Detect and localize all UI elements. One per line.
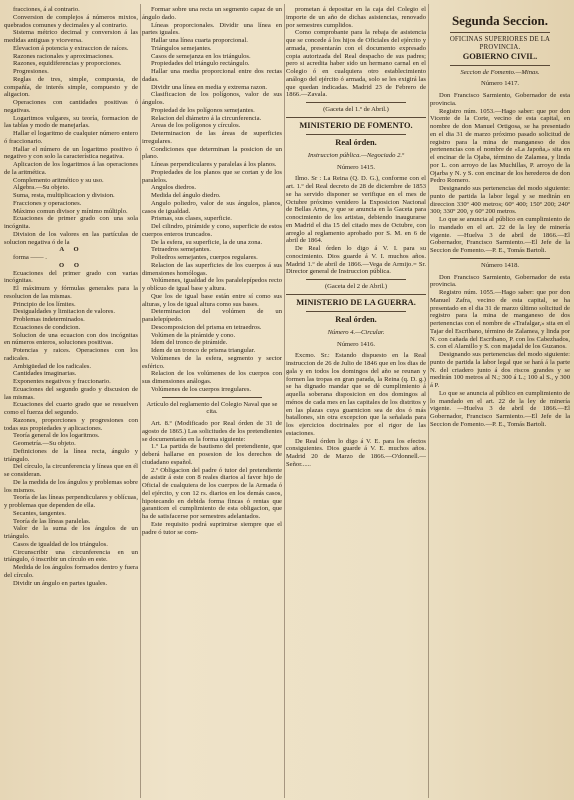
paragraph: Algebra.—Su objeto. [13,184,70,192]
paragraph: Angulo poliedro, valor de sus ángulos, planos, casos de igualdad. [142,199,282,215]
column-rule [428,4,429,798]
paragraph: 2.º Obligacion del padre ó tutor del pretendiente de asistir á este con 8 reales diarios al favor hijo de Oficial de cualquiera de los cuerpos de la Armada ó del ejército, y con 12 rs. diarios en los demás casos, hipotecando en debida forma fincas ó rentas que garanticen el cumplimiento de esta obligacion, que ha de satisfacerse por semestres adelantados. [142,466,282,520]
paragraph: Este requisito podrá suprimirse siempre que el padre ó tutor se com- [142,520,282,536]
section-title: Segunda Seccion. [451,13,549,28]
paragraph: Teoría de las líneas perpendiculares y oblícuas, y problemas que dependen de ella. [4,494,138,509]
paragraph: Operaciones con cantidades positivas ó negativas. [4,99,138,114]
paragraph: Poliedros semejantes, cuerpos regulares. [151,254,258,261]
section-subheading: PROVINCIA. [479,43,521,51]
section-heading: GOBIERNO CIVIL. [462,51,538,61]
paragraph: Volúmenes de la esfera, segmento y sector esférico. [142,354,282,370]
paragraph: Hallar el logaritmo de cualquier número entero ó fraccionario. [4,130,138,145]
paragraph: Casos de semejanza en los triángulos. [151,52,251,60]
paragraph: Ecuaciones del cuarto grado que se resuelven como el fuerza del segundo. [4,401,138,416]
paragraph: Areas de los polígonos y círculos. [151,122,241,130]
paragraph: Reglas de tres, simple, compuesta, de compañía, de interés simple, compuesto y de aligacion. [4,75,138,99]
paragraph: Máximo comun divisor y mínimo múltiplo. [13,207,128,215]
paragraph: Casos de igualdad de los triángulos. [13,540,108,548]
paragraph: Principio de los límites. [13,300,76,308]
paragraph: Fracciones y operaciones. [13,199,82,207]
paragraph: Propiedad de los polígonos semejantes. [151,106,255,114]
paragraph: Aplicacion de los logaritmos á las operaciones de la aritmética. [4,161,138,176]
paragraph: forma —— . [13,254,47,261]
paragraph: Designando sus pertenencias del modo siguiente: punto de partida la labor legal y se medirán en direccion 330º 400 metros; 60º 400; 150º 200; 240º 300; 330º 200, y 60º 200 metros. [430,185,570,216]
paragraph: Potencias y raices. Operaciones con los radicales. [4,347,138,362]
paragraph: Geometría.—Su objeto. [13,440,76,447]
paragraph: Que los de igual base están entre sí como sus alturas, y los de igual altura como sus bases. [142,292,282,308]
section-heading: MINISTERIO DE LA GUERRA. [296,297,416,307]
paragraph: Razones racionales y aproximaciones. [13,52,114,60]
centered-line: (Gaceta del 2 de Abril.) [324,283,388,290]
paragraph: Determinacion de las áreas de superficies irregulares. [142,130,282,145]
paragraph: Medida del ángulo diedro. [151,192,221,199]
centered-line: Artículo del reglamento del Colegio Naval que se cita. [146,400,278,416]
paragraph: Relacion del diámetro á la circunferencia. [151,114,262,122]
paragraph: Ecuaciones de primer grado con una sola incógnita. [4,215,138,230]
centered-line: (Gaceta del 1.º de Abril.) [323,106,389,113]
paragraph: Prismas, sus clases, superficie. [151,215,232,223]
paragraph: Circunscribir una circunferencia en un triángulo, ó inscribir un círculo en este. [4,548,138,564]
paragraph: Elevacion á potencia y extraccion de raíces. [13,44,129,52]
paragraph: Volúmenes, igualdad de los paralelepípedos recto y oblícuo de igual base y altura. [142,277,282,292]
paragraph: Designando sus pertenencias del modo siguiente: punto de partida la labor legal que se hará á la parte N. del criadero junto á dos riscos grandes y se medirán 100 metros al N.; 300 á L.; 100 al S., y 300 á P. [430,351,570,389]
paragraph: Conversion de complejos á números mixtos, quebrados comunes y decimales y al contrario. [4,13,138,29]
paragraph: Suma, resta, multiplicacion y division. [13,192,115,199]
paragraph: Progresiones. [13,68,49,75]
paragraph: Angulos diedros. [151,184,197,192]
paragraph: Division de los valores en las partículas de solucion negativa ó de la [4,230,138,246]
formula-line: A O [59,246,83,254]
paragraph: Formar sobre una recta un segmento capaz de un ángulo dado. [142,6,282,21]
centered-line: Número 1418. [480,261,520,269]
paragraph: Logaritmos vulgares, su teoría, formacion de las tablas y modo de manejarlas. [4,114,138,130]
paragraph: Del cilindro, pirámide y cono, superficie de estos cuerpos enteros truncados. [142,223,282,238]
paragraph: Como comprobante para la rebaja de asistencia que se concede á los hijos de Oficiales del ejército y armada, presentarán con el documento expresado copia autorizada del Real despacho de sus padres; pero si acredita haber sido un hermano carnal en el Colegio ó en cualquiera otro establecimiento análogo del ejército ó armada, solo se les exigirá las que quedan indicadas. Madrid 23 de Febrero de 1866.—Zavala. [286,29,426,99]
paragraph: Clasificacion de los polígonos, valor de sus ángulos. [142,91,282,106]
paragraph: Volúmen de la pirámide y cono. [151,331,236,339]
paragraph: Ecuaciones de condicion. [13,323,81,331]
paragraph: Teoría de las líneas paralelas. [13,517,91,525]
separator-rule [306,134,406,135]
paragraph: Líneas proporcionales. Dividir una línea en partes iguales. [142,21,282,37]
paragraph: Propiedades de los planos que se cortan y de los paralelos. [142,168,282,184]
paragraph: Razones, proporciones y progresiones con todas sus propiedades y aplicaciones. [4,416,138,432]
paragraph: Teoría general de los logaritmos. [13,432,100,440]
paragraph: Idem de un tronco de prisma triangular. [151,347,256,354]
paragraph: Art. 8.º (Modificado por Real órden de 31 de agosto de 1865.) Las solicitudes de los pretendientes se documentarán en la forma siguiente: [142,420,282,443]
paragraph: Idem del tronco de pirámide. [151,339,228,347]
paragraph: Tetraedros semejantes. [151,246,211,254]
column-rule [140,4,141,798]
column-two [142,6,282,536]
paragraph: Líneas perpendiculares y paralelas á los planos. [151,161,277,168]
paragraph: Sistema métrico decimal y conversion á las medidas antiguas y viceversa. [4,29,138,44]
separator-rule [286,117,426,118]
paragraph: Valor de la suma de los ángulos de un triángulo. [4,525,138,540]
paragraph: prometan á depositar en la caja del Colegio el importe de un año de dichas asistencias, renovado por semestres cumplidos. [286,6,426,29]
paragraph: Complemento aritmético y su uso. [13,176,104,184]
paragraph: Exponentes negativos y fraccionario. [13,378,111,385]
separator-rule [162,397,262,398]
paragraph: Del círculo, la circunferencia y líneas que en él se consideran. [4,463,138,478]
centered-line: Número 1416. [336,340,376,348]
paragraph: De la medida de los ángulos y problemas sobre los mismos. [4,478,138,494]
separator-rule [450,65,550,66]
centered-line: Número 1415. [336,163,376,171]
paragraph: Solucion de una ecuacion con dos incógnitas en números enteros, soluciones positivas. [4,331,138,347]
paragraph: Cantidades imaginarias. [13,370,77,378]
paragraph: Descomposicion del prisma en tetraedros. [151,323,262,331]
column-rule [284,4,285,798]
paragraph: Registro núm. 1053.—Hago saber: que por don Vicente de la Corte, vecino de esta capital, en nombre de don Manuel Ortigosa, se ha presentado en el dia 31 de marzo próximo pasado solicitud de registro para la mina de manganeso de dos pertenencias con el nombre de «La Japoña,» sita en el encinar de la Ojaba, término de Zalamea, y linda por L. con arroyo de las Muchillas, P. arroyo de la Ojarba y N. y S. con encinar de los herederos de don Pedro Romero. [430,107,570,185]
paragraph: Relacion de los volúmenes de los cuerpos con sus dimensiones análogas. [142,370,282,385]
section-subheading: OFICINAS SUPERIORES DE LA [449,36,551,43]
paragraph: Hallar una línea cuarta proporcional. [151,37,248,44]
paragraph: De la esfera, su superficie, la de una zona. [151,238,263,246]
paragraph: De Real órden lo digo á V. I. para su conocimiento. Dios guarde á V. I. muchos años. Madrid 1.º de abril de 1866.—Vega de Armijo.= Sr. Director general de Instruccion pública. [286,245,426,276]
paragraph: Hallar una media proporcional entre dos rectas dadas. [142,68,282,83]
section-subtitle: Número 4.—Circular. [327,328,385,336]
paragraph: Registro núm. 1055.—Hago saber: que por don Manuel Zafra, vecino de esta capital, se ha presentado en el dia 31 de marzo último solicitud de registro para la mina de manganeso de dos pertenencias con el nombre de «Trafalgar,» sita en el Tajar del Escribano, término de Zalamea, y linda por N. con cañada del Escribano, P. con los Cabezhados, S. con el Alamillo y S. con majadal de los Guzanos. [430,289,570,351]
paragraph: Lo que se anuncia al público en cumplimiento de lo mandado en el art. 22 de la ley de minería vigente. —Huelva 3 de abril de 1866.—El Gobernador, Francisco Sarmiento.—El Jefe de la Seccion de Fomento.—P. E., Tomás Bartoli. [430,389,570,428]
paragraph: Triángulos semejantes. [151,44,212,52]
section-heading: Real órden. [335,314,377,324]
paragraph: Desigualdades y limitacion de valores. [13,308,115,316]
separator-rule [306,311,406,312]
paragraph: fracciones, á al contrario. [13,6,80,13]
paragraph: Condiciones que determinan la posicion de un plano. [142,145,282,161]
separator-rule [450,258,550,259]
paragraph: Razones, equidiferencias y proporciones. [13,60,122,68]
column-three [286,6,426,469]
separator-rule [286,294,426,295]
paragraph: Ilmo. Sr : La Reina (Q. D. G.), conforme con el art. 1.º del Real decreto de 28 de diciembre de 1853 se ha servido disponer se verifique en el mes de Octubre próximo venidero la Exposicion Nacional de Bellas Artes, y que se anuncia en la Gaceta para conocimiento de los artistas, debiendo inaugurarse en Madrid el dia 15 del citado mes de Octubre, con arreglo al reglamento aprobado por S. M. en 6 de abril de 1864. [286,175,426,245]
paragraph: Hallar el número de un logaritmo positivo ó negativo y con solo la característica negativa. [4,145,138,161]
section-heading: Real órden. [335,137,377,147]
paragraph: 1.º La partida de bautismo del pretendiente, que deberá hallarse en posesion de los derechos de ciudadano español. [142,443,282,466]
paragraph: Dividir una línea en media y extrema razon. [151,83,268,91]
section-subtitle: Instruccion pública.—Negociado 2.º [307,151,405,159]
paragraph: Lo que se anuncia al público en cumplimiento de lo mandado en el art. 22 de la ley de minería vigente. —Huelva 3 de abril de 1866.—El Gobernador, Francisco Sarmiento.—El Jefe de la Seccion de Fomento.—P. E., Tomás Bartoli. [430,216,570,254]
paragraph: Secantes, tangentes. [13,509,66,517]
formula-line: O O [59,261,83,269]
paragraph: Excmo. Sr.: Estando dispuesto en la Real instruccion de 26 de Julio de 1846 que en los dias de gala y en todos los domingos del año se reunan y formen las tropas en gran parada, la Reina (q. D. g.) se ha dignado mandar que se dé cumplimiento á aquella soberana disposicion en dos domingos al ménos de cada mes en las capitales de los distritos y en las plazas cuya guarnicion sea de dos ó más batallones, sin otra excepcion que la señalada para los ejercicios doctrinales por el rigor de las estaciones. [286,352,426,437]
section-subtitle: Seccion de Fomento.—Minas. [460,68,540,76]
separator-rule [306,102,406,103]
paragraph: Volúmenes de los cuerpos irregulares. [151,385,252,393]
paragraph: Problemas indeterminados. [13,316,85,323]
paragraph: Ecuaciones del segundo grado y discusion de las mismas. [4,385,138,401]
separator-rule [306,279,406,280]
paragraph: Propiedades del triángulo rectángulo. [151,60,250,68]
section-heading: MINISTERIO DE FOMENTO. [299,120,413,130]
paragraph: Medida de los ángulos formados dentro y fuera del círculo. [4,564,138,579]
paragraph: Relacion de las superficies de los cuerpos á sus dimensiones homólogas. [142,261,282,277]
centered-line: Número 1417. [480,80,520,88]
separator-rule [450,32,550,33]
paragraph: Ambigüedad de los radicales. [13,362,92,370]
paragraph: De Real órden lo digo á V. E. para los efectos consiguientes. Dios guarde á V. E. muchos años. Madrid 20 de Marzo de 1866.—O'donnell.—Señor...... [286,437,426,468]
paragraph: Definiciones de la línea recta, ángulo y triángulo. [4,447,138,463]
paragraph: Don Francisco Sarmiento, Gobernador de esta provincia. [430,273,570,289]
paragraph: Dividir un ángulo en partes iguales. [13,579,108,587]
paragraph: Don Francisco Sarmiento, Gobernador de esta provincia. [430,92,570,107]
paragraph: El máximum y fórmulas generales para la resolucion de las mismas. [4,285,138,300]
column-four [430,6,570,429]
paragraph: Determinacion del volúmen de un paralelepípedo. [142,308,282,323]
column-one [4,6,138,587]
paragraph: Ecuaciones del primer grado con varias incógnitas. [4,269,138,285]
